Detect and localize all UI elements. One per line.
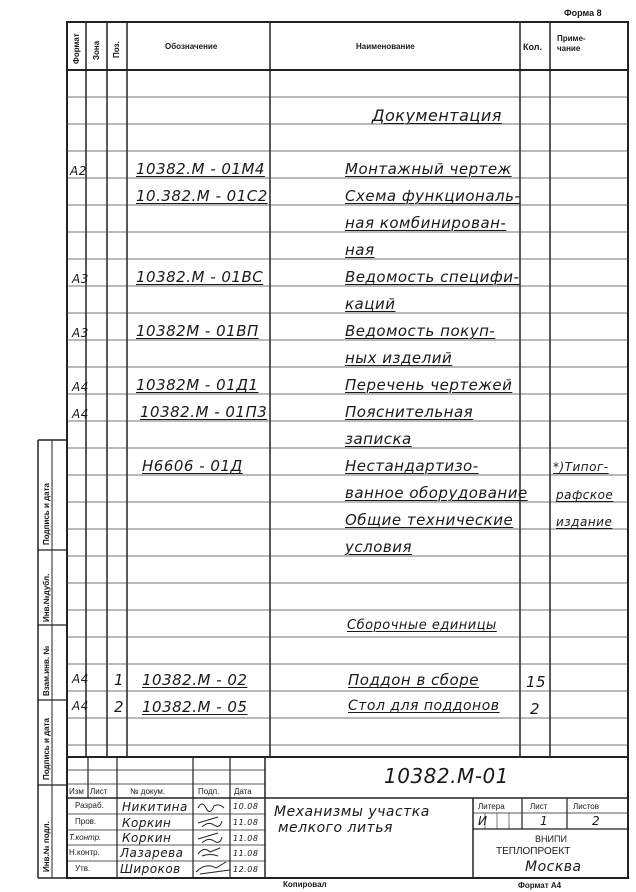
side-sign-date-2: Подпись и дата xyxy=(42,483,51,545)
tb-person: Никитина xyxy=(122,800,188,814)
header-pos: Поз. xyxy=(112,41,121,58)
tb-col-doc: № докум. xyxy=(130,787,166,796)
tb-role: Разраб. xyxy=(75,801,104,810)
section-assembly-units: Сборочные единицы xyxy=(347,618,497,633)
tb-sheet-label: Лист xyxy=(530,802,548,811)
row-name: условия xyxy=(345,538,413,556)
side-inv-orig: Инв.№ подл. xyxy=(42,821,51,872)
row-designation: 10382.М - 01ВС xyxy=(136,268,264,286)
tb-date: 10.08 xyxy=(233,802,259,811)
row-pos: 1 xyxy=(114,671,125,689)
doc-title-line1: Механизмы участка xyxy=(274,804,430,820)
row-format: А3 xyxy=(72,272,89,286)
row-name: Ведомость специфи- xyxy=(345,268,520,286)
row-name: Монтажный чертеж xyxy=(345,160,512,178)
row-designation: 10382.М - 01М4 xyxy=(136,160,265,178)
row-format: А3 xyxy=(72,326,89,340)
row-qty: 15 xyxy=(526,673,547,691)
side-sign-date-1: Подпись и дата xyxy=(42,718,51,780)
tb-col-sign: Подп. xyxy=(198,787,220,796)
row-note: *)Типог- xyxy=(553,460,609,474)
row-note: издание xyxy=(556,515,613,529)
tb-person: Коркин xyxy=(122,831,172,845)
copied-label: Копировал xyxy=(283,880,327,889)
row-name: Перечень чертежей xyxy=(345,376,513,394)
section-documentation: Документация xyxy=(372,106,502,125)
row-name: ванное оборудование xyxy=(345,484,528,502)
tb-date: 11.08 xyxy=(233,818,259,827)
tb-role: Утв. xyxy=(75,864,91,873)
side-vzam-inv: Взам.инв. № xyxy=(42,645,51,696)
row-name: ная комбинирован- xyxy=(345,214,507,232)
doc-title-line2: мелкого литья xyxy=(278,820,393,836)
header-note: Приме- чание xyxy=(557,34,586,53)
row-designation: 10.382.М - 01С2 xyxy=(136,187,268,205)
header-format: Формат xyxy=(72,33,81,64)
tb-sheets-label: Листов xyxy=(573,802,599,811)
row-format: А4 xyxy=(72,672,89,686)
header-designation: Обозначение xyxy=(165,42,218,51)
tb-person: Лазарева xyxy=(120,846,184,860)
row-format: А4 xyxy=(72,380,89,394)
tb-col-izm: Изм xyxy=(69,787,84,796)
row-pos: 2 xyxy=(114,698,125,716)
tb-person: Коркин xyxy=(122,816,172,830)
tb-date: 11.08 xyxy=(233,834,259,843)
tb-litera-value: И xyxy=(478,814,488,828)
header-name: Наименование xyxy=(356,42,415,51)
row-note: рафское xyxy=(556,488,614,502)
header-qty: Кол. xyxy=(523,42,542,52)
row-name: Нестандартизо- xyxy=(345,457,479,475)
row-name: записка xyxy=(345,430,412,448)
row-format: А2 xyxy=(70,164,87,178)
tb-sheets-value: 2 xyxy=(592,814,601,828)
row-name: каций xyxy=(345,295,396,313)
org-line2: ТЕПЛОПРОЕКТ xyxy=(496,846,571,857)
row-designation: Н6606 - 01Д xyxy=(142,457,243,475)
row-designation: 10382.М - 01П3 xyxy=(140,403,268,421)
row-name: Пояснительная xyxy=(345,403,474,421)
row-name: Общие технические xyxy=(345,511,514,529)
form-label: Форма 8 xyxy=(564,8,602,18)
tb-col-list: Лист xyxy=(90,787,108,796)
doc-code: 10382.М-01 xyxy=(384,764,509,788)
row-name: ных изделий xyxy=(345,349,453,367)
tb-role: Пров. xyxy=(75,817,97,826)
row-name: Стол для поддонов xyxy=(348,698,500,714)
header-zone: Зона xyxy=(92,40,101,60)
tb-col-date: Дата xyxy=(234,787,252,796)
row-designation: 10382.М - 05 xyxy=(142,698,248,716)
tb-role: Н.контр. xyxy=(69,848,100,857)
row-format: А4 xyxy=(72,407,89,421)
org-line3: Москва xyxy=(525,859,582,875)
tb-litera-label: Литера xyxy=(478,802,505,811)
tb-date: 12.08 xyxy=(233,865,259,874)
row-designation: 10382М - 01ВП xyxy=(136,322,259,340)
tb-role: Т.контр. xyxy=(69,833,102,842)
row-name: ная xyxy=(345,241,375,259)
row-designation: 10382.М - 02 xyxy=(142,671,248,689)
side-inv-dubl: Инв.№дубл. xyxy=(42,573,51,622)
row-designation: 10382М - 01Д1 xyxy=(136,376,259,394)
row-name: Ведомость покуп- xyxy=(345,322,496,340)
row-name: Схема функциональ- xyxy=(345,187,521,205)
tb-sheet-value: 1 xyxy=(540,814,549,828)
tb-person: Широков xyxy=(120,862,181,876)
row-name: Поддон в сборе xyxy=(348,671,479,689)
org-line1: ВНИПИ xyxy=(535,834,567,844)
row-qty: 2 xyxy=(530,700,541,718)
tb-date: 11.08 xyxy=(233,849,259,858)
row-format: А4 xyxy=(72,699,89,713)
format-label: Формат А4 xyxy=(518,881,562,890)
